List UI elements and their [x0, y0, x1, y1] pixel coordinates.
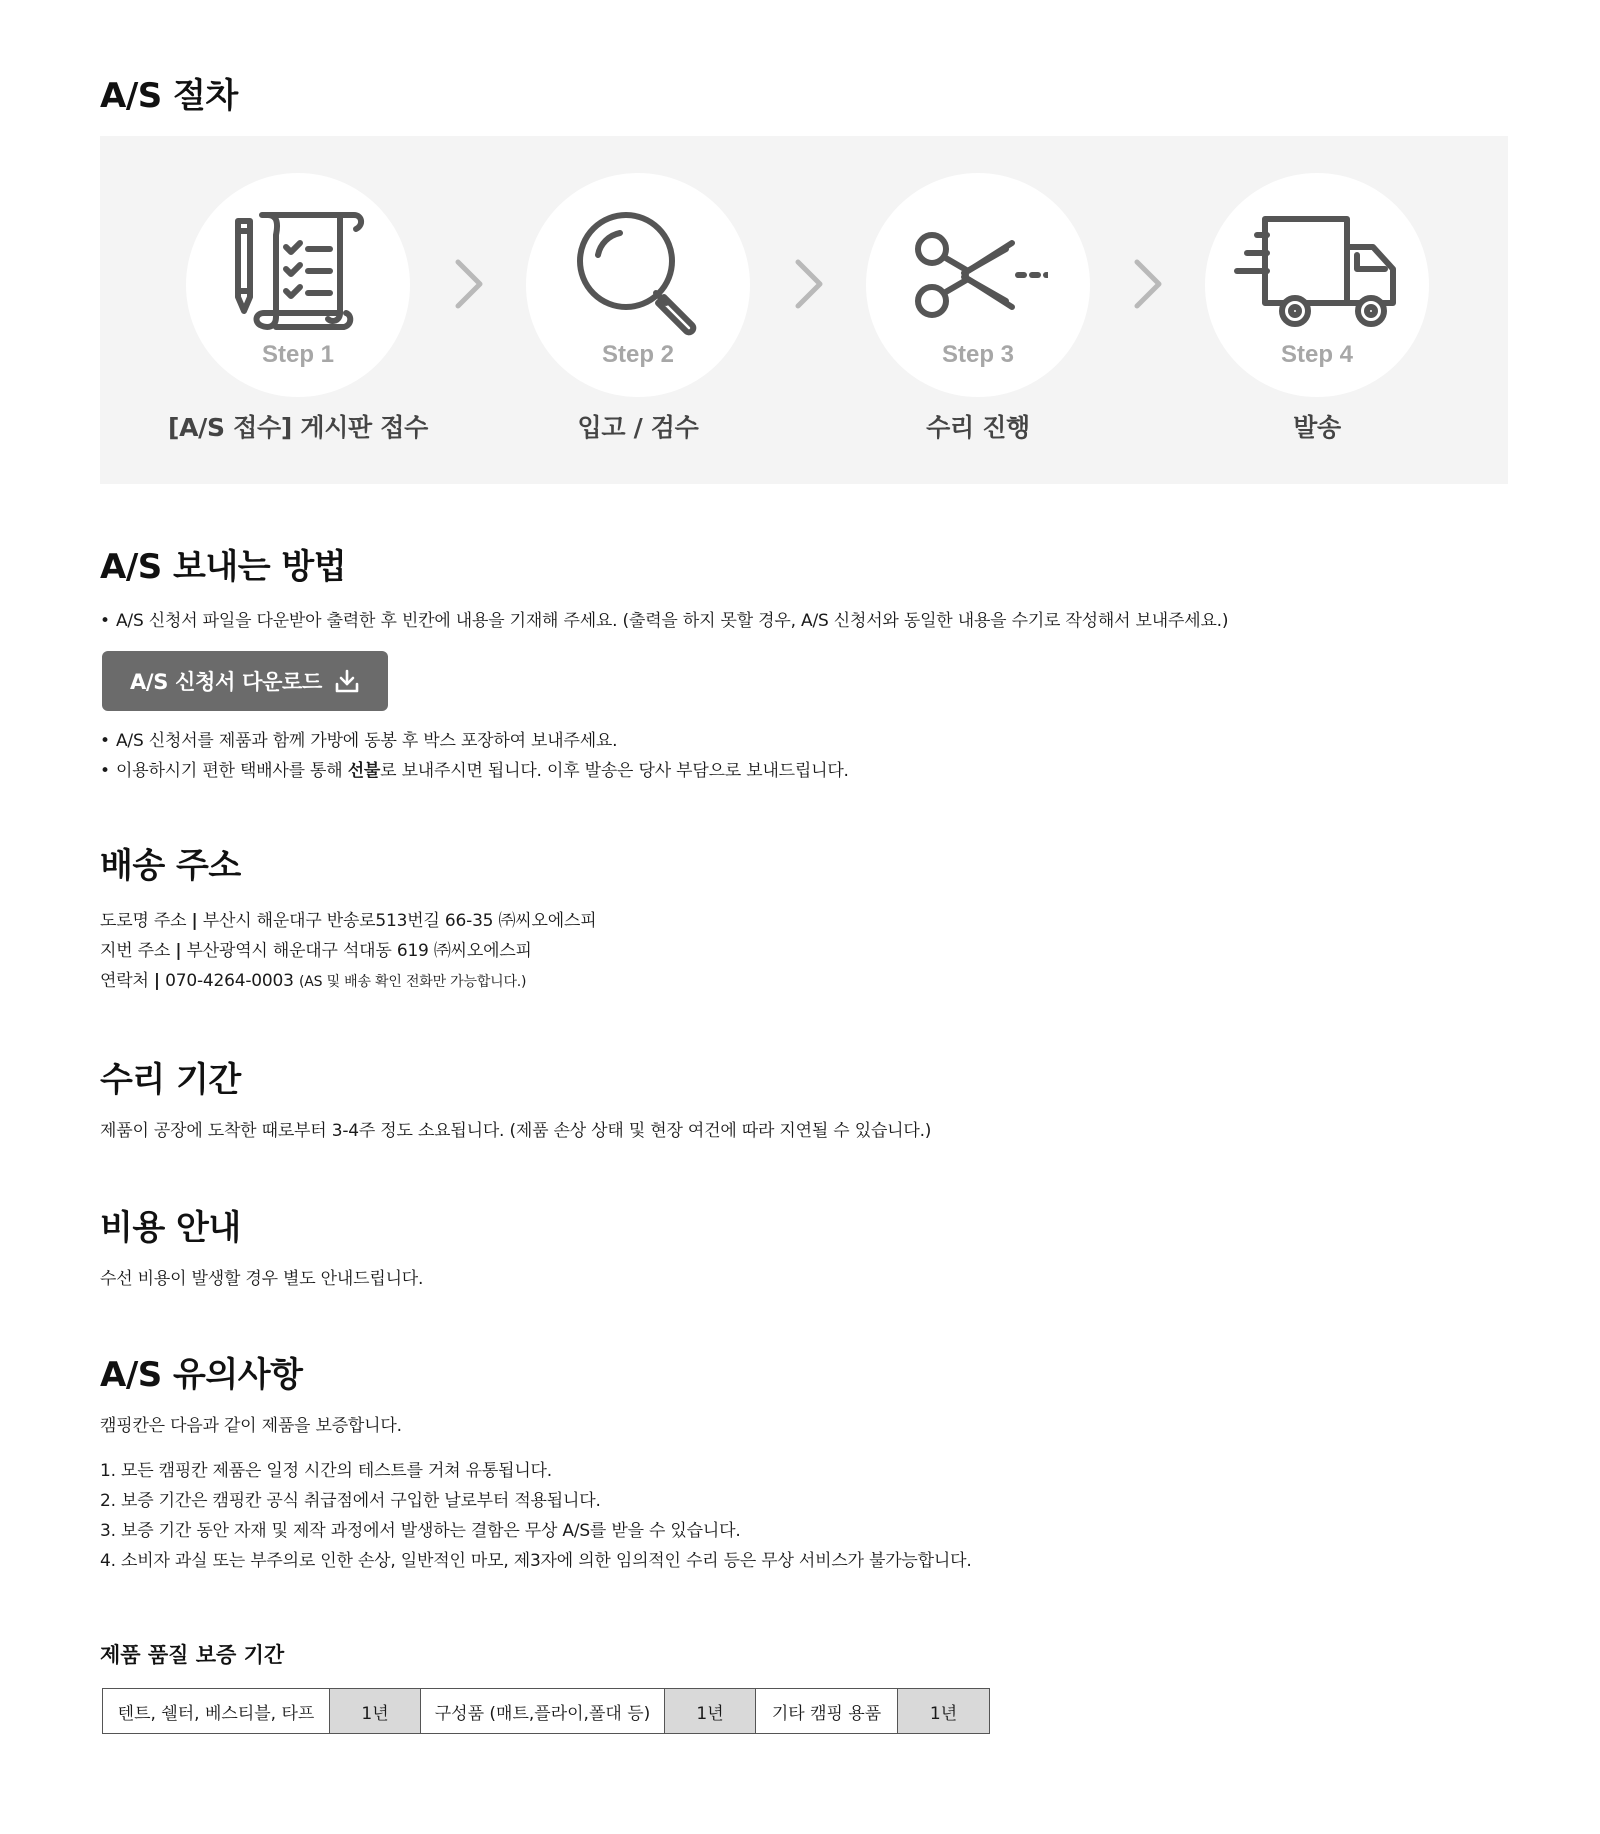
- warranty-item-cell: 텐트, 쉘터, 베스티블, 타프: [103, 1689, 330, 1734]
- repair-period-title: 수리 기간: [100, 1060, 241, 1100]
- step-4-number: Step 4: [1280, 341, 1354, 368]
- table-row: [103, 1689, 990, 1734]
- prepaid-emphasis: 선불: [347, 761, 381, 781]
- warranty-period-cell: 1년: [330, 1689, 421, 1734]
- warranty-item-cell: 구성품 (매트,플라이,폴대 등): [421, 1689, 665, 1734]
- repair-period-text: 제품이 공장에 도착한 때로부터 3-4주 정도 소요됩니다. (제품 손상 상태 및 현장 여건에 따라 지연될 수 있습니다.): [100, 1121, 932, 1141]
- step-4-circle: [1205, 173, 1429, 397]
- send-method-line-1: [100, 609, 1228, 633]
- step-1-number: Step 1: [261, 341, 335, 368]
- step-3-circle: [866, 173, 1090, 397]
- notice-item: 1. 모든 캠핑칸 제품은 일정 시간의 테스트를 거쳐 유통됩니다.: [100, 1461, 552, 1481]
- chevron-right-icon: [452, 258, 486, 310]
- magnifier-icon: [568, 207, 708, 337]
- step-2-circle: [526, 173, 750, 397]
- lot-address: 지번 주소 | 부산광역시 해운대구 석대동 619 ㈜씨오에스피: [100, 941, 532, 961]
- send-method-line-2: [100, 729, 617, 753]
- cost-title: 비용 안내: [100, 1208, 241, 1248]
- step-4-label: 발송: [1293, 413, 1341, 442]
- step-3-label: 수리 진행: [926, 413, 1030, 442]
- cost-text: 수선 비용이 발생할 경우 별도 안내드립니다.: [100, 1269, 424, 1289]
- notice-item: 3. 보증 기간 동안 자재 및 제작 과정에서 발생하는 결함은 무상 A/S를 받을 수 있습니다.: [100, 1521, 741, 1541]
- road-address-value: 부산시 해운대구 반송로513번길 66-35 ㈜씨오에스피: [202, 911, 597, 931]
- notice-item: 4. 소비자 과실 또는 부주의로 인한 손상, 일반적인 마모, 제3자에 의한 임의적인 수리 등은 무상 서비스가 불가능합니다.: [100, 1551, 972, 1571]
- address-title: 배송 주소: [100, 846, 241, 886]
- document-checklist-icon: [228, 207, 368, 337]
- notice-item: 2. 보증 기간은 캠핑칸 공식 취급점에서 구입한 날로부터 적용됩니다.: [100, 1491, 601, 1511]
- step-2-label: 입고 / 검수: [577, 413, 699, 442]
- contact-note: (AS 및 배송 확인 전화만 가능합니다.): [299, 974, 527, 990]
- contact: 연락처 | 070-4264-0003 (AS 및 배송 확인 전화만 가능합니다.): [100, 971, 527, 991]
- step-1-circle: [186, 173, 410, 397]
- step-3-number: Step 3: [941, 341, 1015, 368]
- notice-title: A/S 유의사항: [100, 1355, 303, 1395]
- procedure-title: A/S 절차: [100, 76, 238, 116]
- lot-address-label: 지번 주소: [100, 941, 171, 961]
- road-address: 도로명 주소 | 부산시 해운대구 반송로513번길 66-35 ㈜씨오에스피: [100, 911, 597, 931]
- send-method-line-1-text: A/S 신청서 파일을 다운받아 출력한 후 빈칸에 내용을 기재해 주세요. (출력을 하지 못할 경우, A/S 신청서와 동일한 내용을 수기로 작성해서 보내주세요.): [116, 611, 1229, 631]
- send-method-line-3: [100, 759, 849, 783]
- bullet: •: [100, 611, 110, 631]
- send-method-line-3-post: 로 보내주시면 됩니다. 이후 발송은 당사 부담으로 보내드립니다.: [380, 761, 849, 781]
- step-2-number: Step 2: [601, 341, 675, 368]
- bullet: •: [100, 761, 110, 781]
- road-address-label: 도로명 주소: [100, 911, 187, 931]
- lot-address-value: 부산광역시 해운대구 석대동 619 ㈜씨오에스피: [186, 941, 532, 961]
- warranty-table: [102, 1688, 990, 1734]
- send-method-line-2-text: A/S 신청서를 제품과 함께 가방에 동봉 후 박스 포장하여 보내주세요.: [116, 731, 618, 751]
- download-form-label: A/S 신청서 다운로드: [129, 670, 323, 694]
- download-icon: [334, 668, 360, 694]
- bullet: •: [100, 731, 110, 751]
- contact-phone: 070-4264-0003: [165, 971, 294, 991]
- warranty-item-cell: 기타 캠핑 용품: [756, 1689, 898, 1734]
- scissors-icon: [908, 207, 1048, 337]
- contact-label: 연락처: [100, 971, 149, 991]
- chevron-right-icon: [792, 258, 826, 310]
- warranty-title: 제품 품질 보증 기간: [100, 1643, 285, 1667]
- send-method-line-3-pre: 이용하시기 편한 택배사를 통해: [116, 761, 348, 781]
- step-1-label: [A/S 접수] 게시판 접수: [168, 413, 428, 442]
- notice-intro: 캠핑칸은 다음과 같이 제품을 보증합니다.: [100, 1416, 402, 1436]
- warranty-period-cell: 1년: [898, 1689, 990, 1734]
- chevron-right-icon: [1131, 258, 1165, 310]
- download-form-button[interactable]: [102, 651, 388, 711]
- send-method-title: A/S 보내는 방법: [100, 547, 347, 587]
- warranty-period-cell: 1년: [665, 1689, 756, 1734]
- delivery-truck-icon: [1231, 207, 1401, 337]
